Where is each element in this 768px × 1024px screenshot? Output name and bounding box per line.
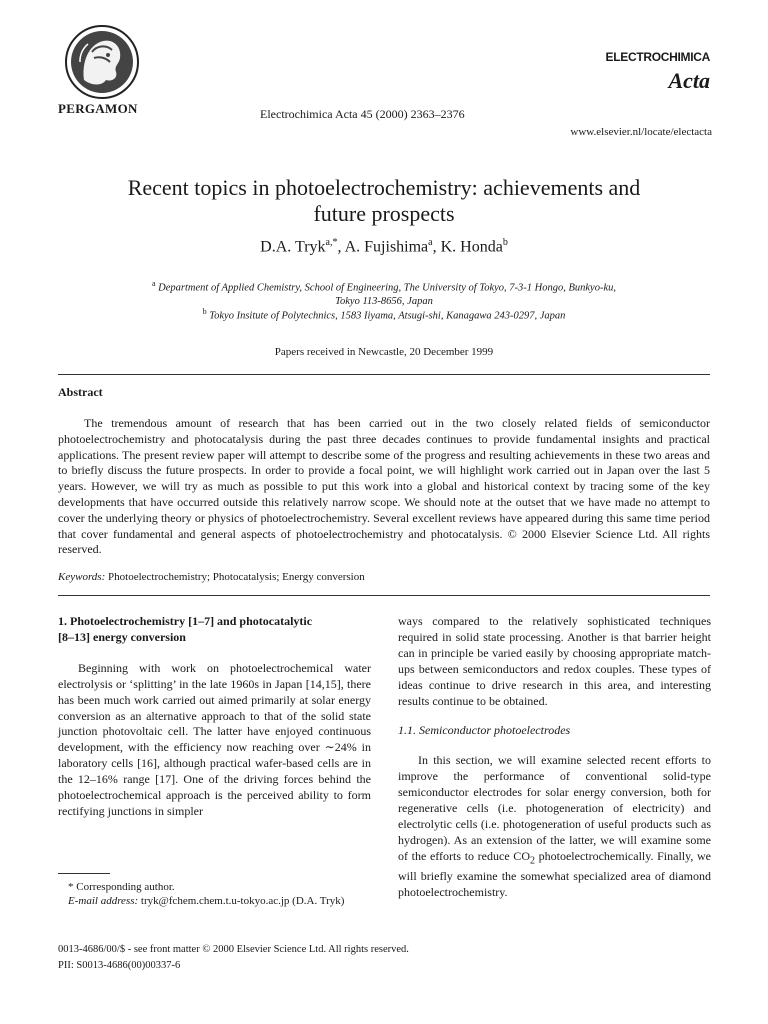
abstract-body: The tremendous amount of research that has been carried out in the two closely related fields of semiconductor photoelectrochemistry and photocatalysis during the past three decades continues to provide fundamental insights and practical applications. The present review paper will attempt to describe some of the progress and resulting achievements in these two areas and to briefly discuss the future prospects. In order to provide a focal point, we will highlight work carried out in Japan over the last 5 years. However, we will try as much as possible to put this work into a global and historical context by tracing some of the key developments that have occurred outside this relatively narrow scope. We should note at the outset that we have made no attempt to cover the underlying theory or physics of photoelectrochemistry. Several excellent reviews have appeared during this same time period that cover fundamental and general aspects of photoelectrochemistry and photocatalysis. © 2000 Elsevier Science Ltd. All rights reserved. — [58, 416, 710, 557]
author-name: K. Honda — [440, 238, 503, 256]
body-paragraph: ways compared to the relatively sophisticated techniques required in solid state processing. Another is that barrier height can in principle be varied easily by choosing appropriate match-ups between semiconductors and redox couples. These types of ideas continue to drive research in this area, and interesting results continue to be obtained. — [398, 614, 711, 708]
journal-citation: Electrochimica Acta 45 (2000) 2363–2376 — [260, 107, 465, 121]
author-name: D.A. Tryk — [260, 238, 326, 256]
footnote — [58, 880, 371, 908]
paragraph-text: In this section, we will examine selected recent efforts to improve the performance of conventional solid-type semiconductor electrodes for solar energy conversion, both for regenerative cells (i.e. photogeneration of electricity) and electrolytic cells (i.e. photogeneration of useful products such as hydrogen). As an extension of the latter, we will examine some of the efforts to reduce CO — [398, 753, 711, 863]
section-heading — [58, 614, 371, 646]
author-separator: , — [432, 238, 441, 256]
journal-brand — [590, 50, 710, 94]
publisher-logo — [62, 22, 142, 102]
paragraph-text: photoelectrochemically. Finally, we will briefly examine the somewhat specialized area of diamond photoelectrochemistry. — [398, 848, 711, 899]
author-separator: , — [337, 238, 345, 256]
article-title-line: future prospects — [313, 201, 455, 226]
journal-url[interactable]: www.elsevier.nl/locate/electacta — [570, 126, 712, 138]
right-column — [398, 614, 711, 901]
publisher-name: PERGAMON — [58, 101, 138, 116]
abstract-heading: Abstract — [58, 385, 103, 399]
front-matter — [58, 942, 409, 974]
divider — [58, 595, 710, 596]
journal-wordmark: ELECTROCHIMICA — [605, 50, 710, 64]
affiliation-line: Tokyo Insitute of Polytechnics, 1583 Iiyama, Atsugi-shi, Kanagawa 243-0297, Japan — [209, 310, 566, 322]
received-date: Papers received in Newcastle, 20 December 1999 — [274, 346, 494, 358]
subsection-heading: 1.1. Semiconductor photoelectrodes — [398, 723, 571, 738]
subscript: 2 — [529, 855, 535, 867]
affiliation-mark: a — [151, 279, 156, 288]
email-label: E-mail address: — [68, 895, 139, 907]
section-heading-line: 1. Photoelectrochemistry [1–7] and photocatalytic — [58, 614, 313, 628]
pii-line: PII: S0013-4686(00)00337-6 — [58, 960, 181, 971]
affiliation-line: Tokyo 113-8656, Japan — [335, 295, 433, 307]
keywords-value: Photoelectrochemistry; Photocatalysis; Energy conversion — [108, 571, 365, 583]
journal-wordmark-acta: Acta — [668, 68, 710, 93]
footnote-divider — [58, 873, 110, 874]
author-affiliation-mark: b — [502, 237, 508, 248]
body-paragraph — [398, 753, 711, 901]
left-column — [58, 614, 371, 820]
affiliation-a — [60, 277, 708, 308]
article-title-line: Recent topics in photoelectrochemistry: achievements and — [127, 175, 641, 200]
author-name: A. Fujishima — [344, 238, 429, 256]
keywords — [58, 571, 365, 583]
affiliation-b — [60, 305, 708, 323]
author-affiliation-mark: a — [428, 237, 433, 248]
copyright-line: 0013-4686/00/$ - see front matter © 2000 Elsevier Science Ltd. All rights reserved. — [58, 944, 409, 955]
affiliation-line: Department of Applied Chemistry, School of Engineering, The University of Tokyo, 7-3-1 Hongo, Bunkyo-ku, — [158, 282, 617, 294]
keywords-label: Keywords: — [58, 571, 106, 583]
body-paragraph: Beginning with work on photoelectrochemical water electrolysis or ‘splitting’ in the late 1960s in Japan [14,15], there has been much work carried out aimed primarily at solar energy conversion as an alternative approach to that of the solid state junction photovoltaic cell. The latter have enjoyed continuous development, with the efficiency now reaching over ∼24% in laboratory cells [16], although practical wafer-based cells are in the 12–16% range [17]. One of the driving forces behind the photoelectrochemical approach is the perceived ability to form rectifying junctions in simpler — [58, 660, 371, 818]
divider — [58, 374, 710, 375]
article-title — [60, 175, 708, 227]
corresponding-author-note: * Corresponding author. — [68, 881, 175, 893]
author-affiliation-mark: a,* — [325, 237, 338, 248]
section-heading-line: [8–13] energy conversion — [58, 629, 186, 644]
affiliation-mark: b — [202, 307, 207, 316]
author-list — [60, 237, 708, 256]
email-address[interactable]: tryk@fchem.chem.t.u-tokyo.ac.jp (D.A. Tryk) — [140, 895, 345, 907]
